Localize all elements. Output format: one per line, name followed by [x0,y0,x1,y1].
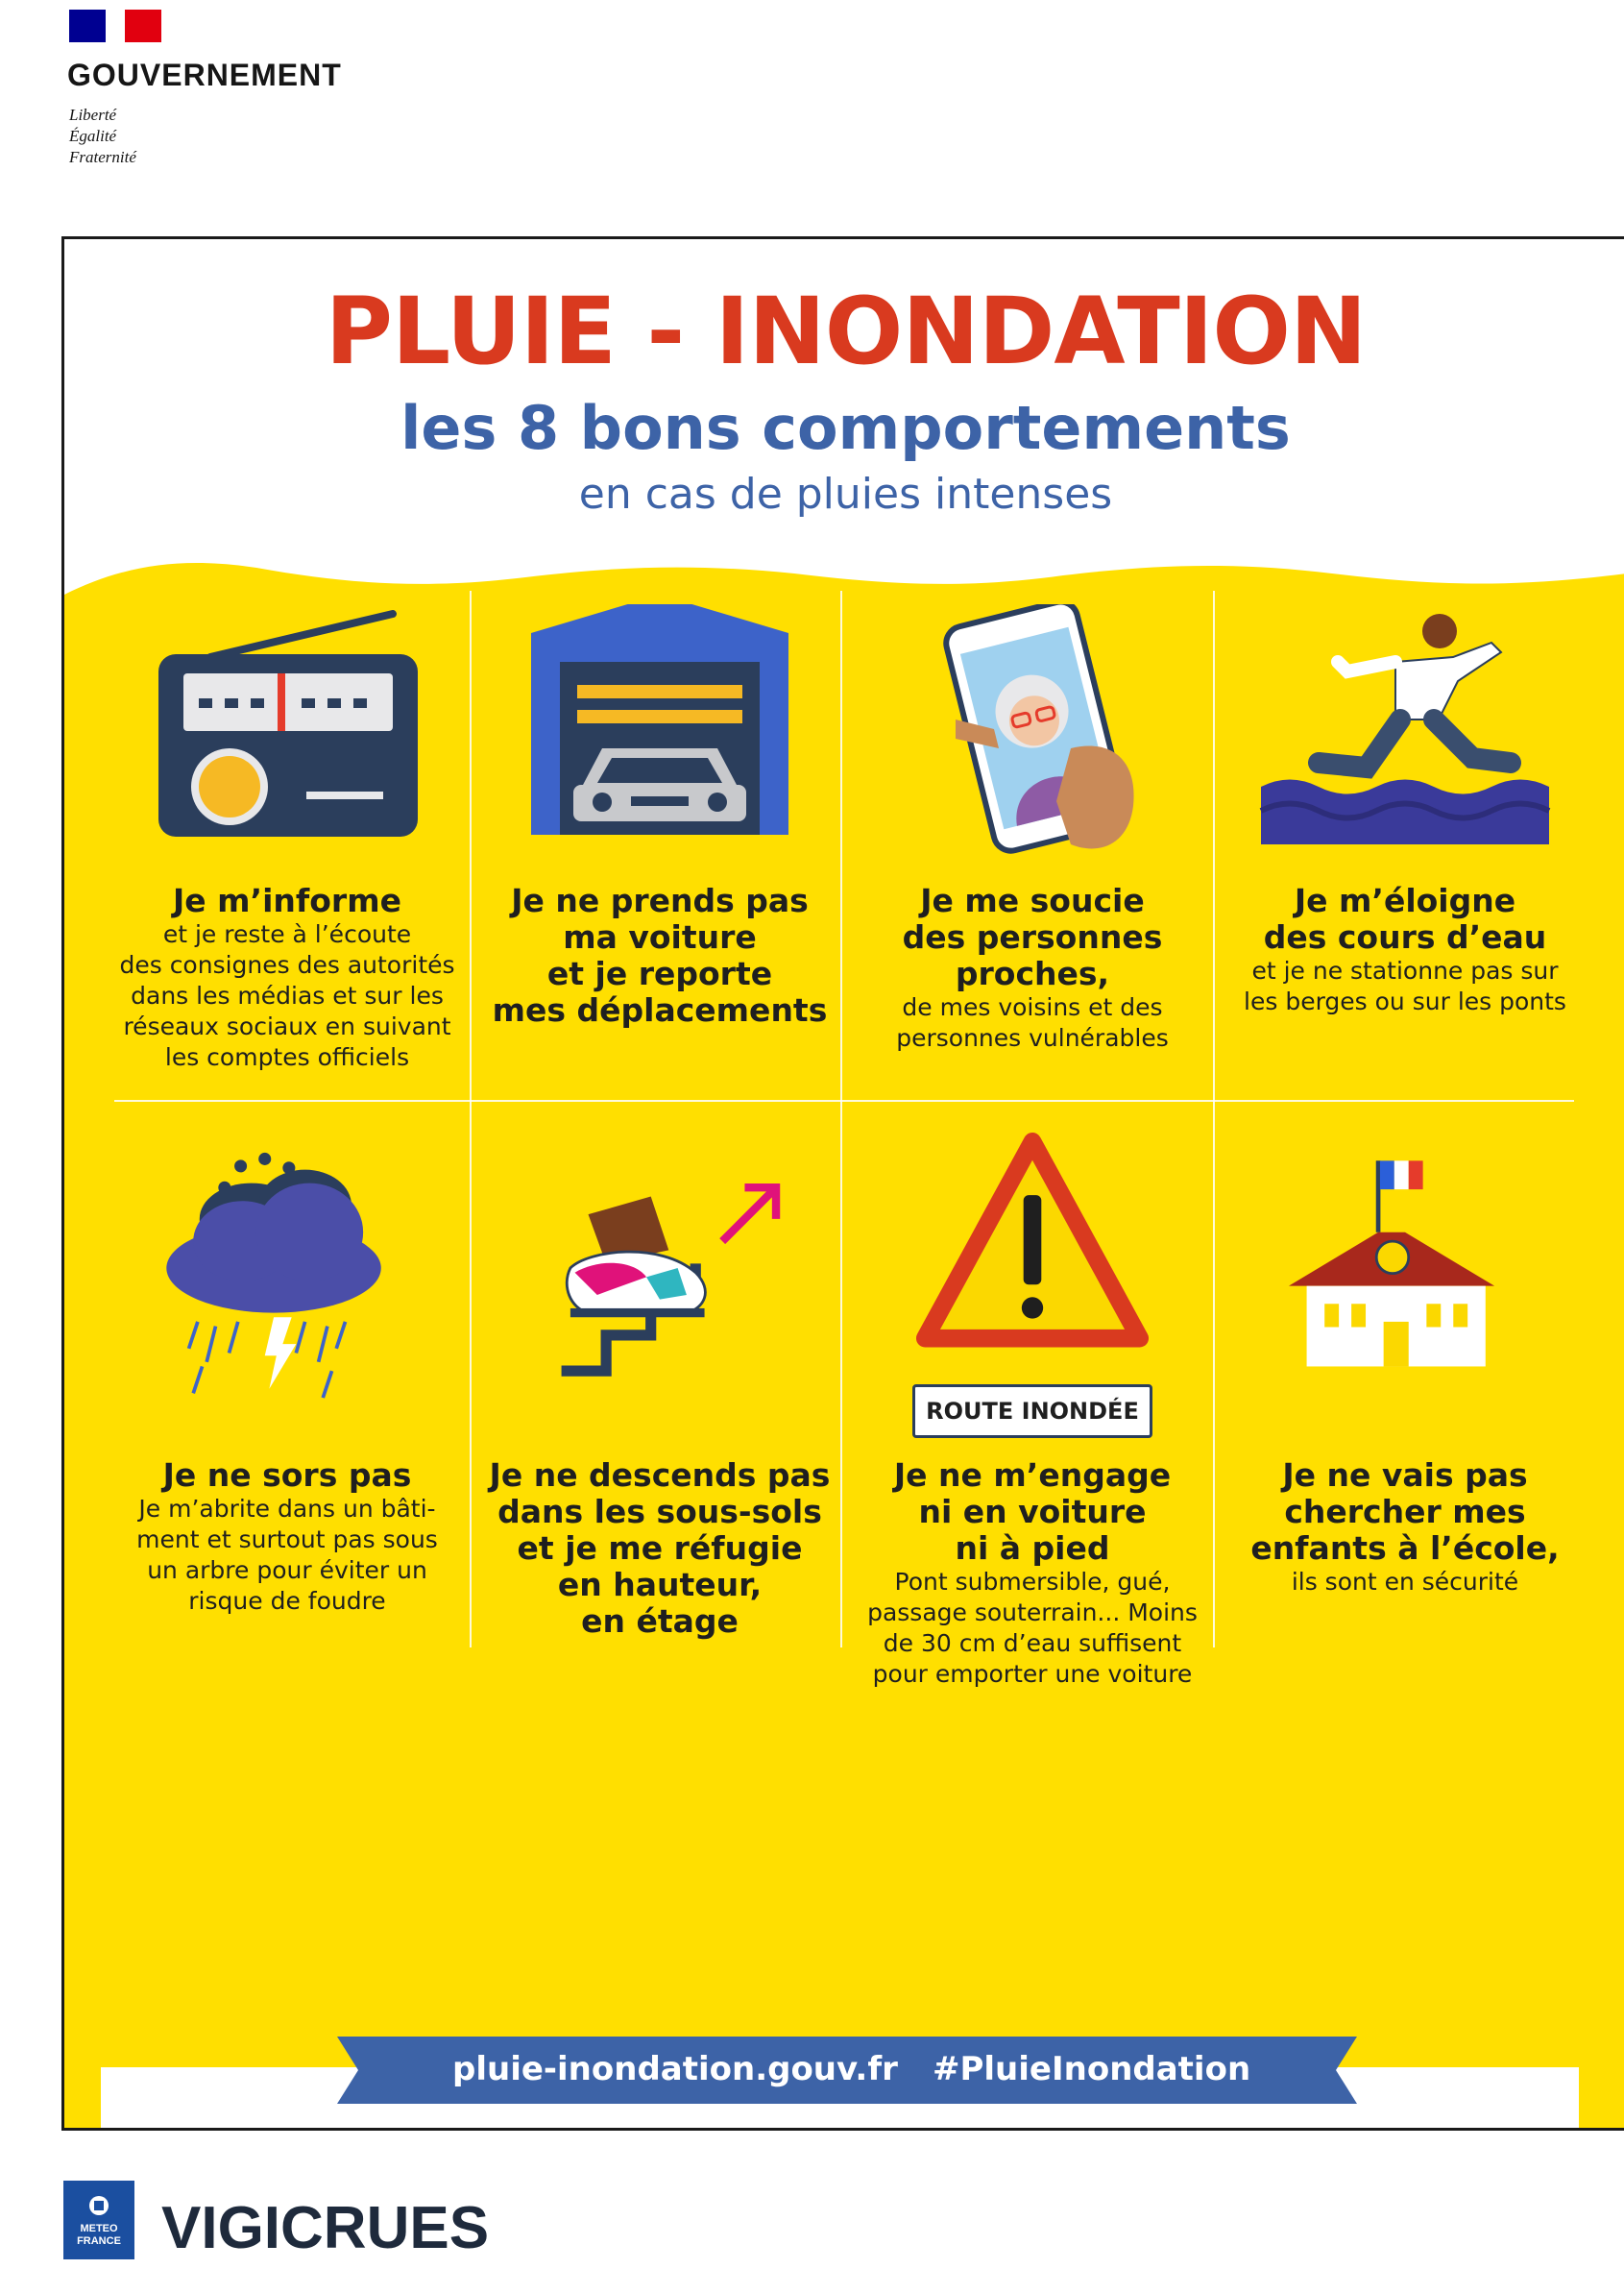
behavior-body: et je reste à l’écoute [162,920,412,948]
behavior-heading: mes déplacements [492,991,828,1029]
motto-liberte: Liberté [69,106,117,124]
behavior-heading: enfants à l’école, [1250,1529,1560,1567]
behavior-heading: Je ne prends pas [511,882,809,919]
poster [61,236,1624,2131]
behavior-card-relatives [850,604,1215,1104]
behavior-heading: Je m’éloigne [1294,882,1516,919]
behavior-card-stay-inside [105,1152,470,1651]
behavior-body: personnes vulnérables [896,1024,1169,1052]
behavior-heading: Je m’informe [173,882,401,919]
website-link[interactable]: pluie-inondation.gouv.fr [452,2050,898,2088]
behavior-card-waterways [1223,604,1588,1104]
behavior-card-go-upstairs [477,1152,842,1651]
behavior-heading: et je reporte [546,955,773,992]
warning-sign-icon [850,1133,1215,1392]
marianne-flag-icon [69,10,161,42]
behavior-body: de 30 cm d’eau suffisent [883,1629,1182,1657]
behavior-body: dans les médias et sur les [131,982,444,1010]
behavior-heading: dans les sous-sols [497,1493,822,1530]
behavior-heading: Je ne m’engage [893,1456,1172,1494]
behavior-body: risque de foudre [188,1587,386,1615]
phone-elderly-icon [850,604,1215,864]
radio-icon [105,604,470,864]
car-garage-icon [477,604,842,864]
behavior-body: un arbre pour éviter un [147,1556,427,1584]
behavior-body: et je ne stationne pas sur [1251,957,1559,985]
meteo-france-logo [63,2181,134,2259]
motto-egalite: Égalité [69,127,117,145]
behavior-heading: chercher mes [1284,1493,1526,1530]
behavior-heading: des cours d’eau [1263,918,1547,956]
behavior-body: ils sont en sécurité [1291,1568,1519,1596]
government-logo [67,10,394,173]
meteo-france-label: METEO FRANCE [77,2223,121,2247]
school-icon [1223,1152,1588,1411]
behavior-card-no-car [477,604,842,1104]
behavior-heading: et je me réfugie [517,1529,803,1567]
behavior-body: les comptes officiels [164,1043,410,1071]
poster-subtitle-secondary: en cas de pluies intenses [578,470,1113,519]
behavior-heading: en hauteur, [557,1566,763,1603]
running-person-water-icon [1223,604,1588,864]
motto-fraternite: Fraternité [69,148,136,166]
grid-divider [470,591,472,1647]
hashtag-text: #PluieInondation [933,2050,1251,2088]
behavior-body: des consignes des autorités [119,951,455,979]
behavior-card-dont-drive [850,1133,1215,1688]
behavior-heading: des personnes [902,918,1163,956]
government-name: GOUVERNEMENT [67,58,342,92]
behavior-body: Je m’abrite dans un bâti- [138,1495,436,1523]
yellow-wave-background [64,556,1624,2131]
behavior-body: de mes voisins et des [902,993,1163,1021]
behavior-heading: Je me soucie [920,882,1145,919]
behavior-body: Pont submersible, gué, [894,1568,1171,1596]
route-inondee-sign: ROUTE INONDÉE [912,1384,1152,1438]
behavior-heading: Je ne sors pas [162,1456,412,1494]
poster-title: PLUIE - INONDATION [325,278,1367,385]
behavior-card-school [1223,1152,1588,1651]
behavior-heading: ni en voiture [918,1493,1147,1530]
poster-subtitle: les 8 bons comportements [400,393,1291,463]
behavior-body: ment et surtout pas sous [136,1525,438,1553]
behavior-heading: proches, [955,955,1110,992]
website-banner [337,2037,1357,2104]
behavior-body: passage souterrain... Moins [867,1598,1198,1626]
behavior-body: pour emporter une voiture [872,1660,1193,1688]
vigicrues-logo: VIGICRUES [161,2195,490,2261]
behavior-heading: Je ne vais pas [1282,1456,1528,1494]
behavior-body: réseaux sociaux en suivant [123,1013,451,1040]
behavior-body: les berges ou sur les ponts [1244,988,1566,1015]
behavior-heading: en étage [581,1602,739,1640]
behavior-heading: Je ne descends pas [489,1456,831,1494]
behavior-heading: ma voiture [563,918,757,956]
behavior-card-inform [105,604,470,1104]
storm-cloud-icon [105,1152,470,1411]
stairs-shoe-icon [477,1152,842,1411]
behavior-heading: ni à pied [955,1529,1110,1567]
